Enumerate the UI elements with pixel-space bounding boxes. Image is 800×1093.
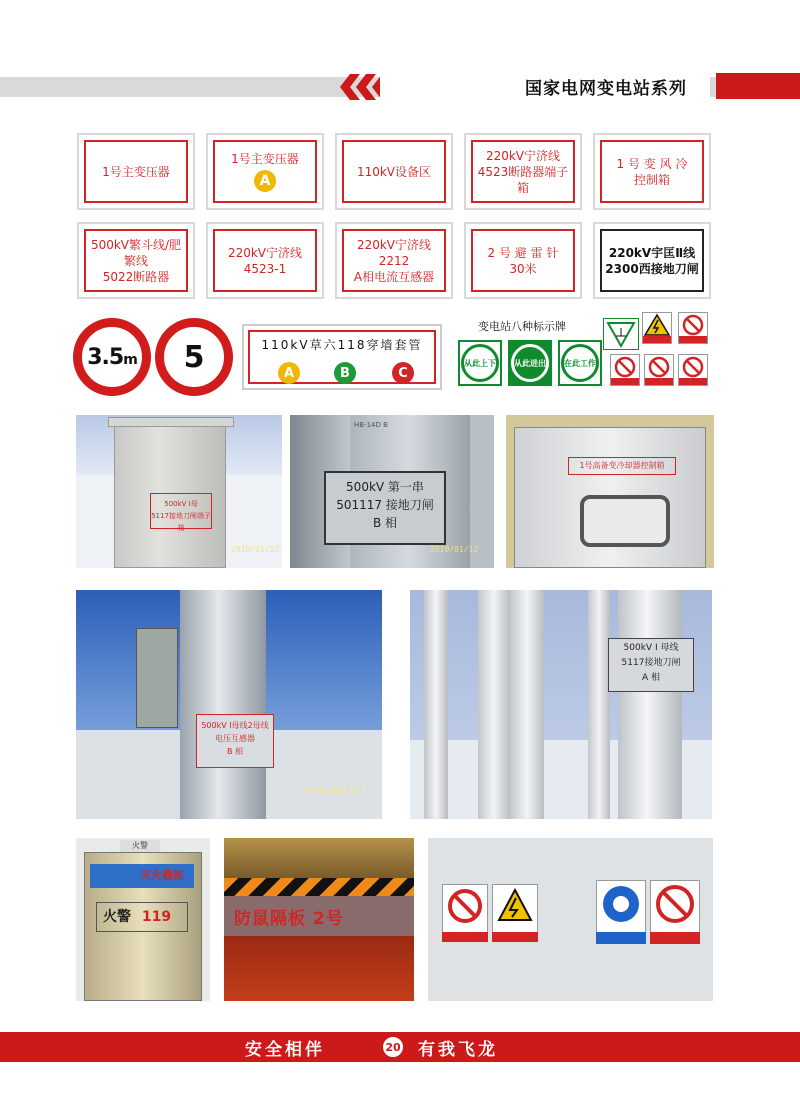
fire-number: 119: [141, 909, 172, 925]
photo-tag: HB-14D B: [354, 421, 388, 429]
bushing-plate: [242, 324, 442, 390]
photo-plate: 500kV Ⅰ母线2母线 电压互感器 B 相: [196, 714, 274, 768]
photo-plate: 500kV Ⅰ母 5117接地刀闸端子箱: [150, 493, 212, 529]
photo-date: 2010/01/12: [430, 545, 479, 554]
fire-label: 火警: [103, 909, 131, 925]
sign-card: [464, 222, 582, 299]
sign-text: 1号主变压器: [102, 164, 170, 179]
no-entry-icon: [679, 313, 707, 337]
photo-top-label: 火警: [120, 840, 160, 852]
sign-card: [335, 222, 453, 299]
page-title: 国家电网变电站系列: [525, 79, 687, 99]
photo-terminal-box: [76, 415, 282, 568]
height-limit-unit: m: [123, 351, 137, 368]
bushing-title: 110kV草六118穿墙套管: [261, 338, 423, 352]
high-voltage-icon: [643, 313, 671, 337]
sign-text: 1 号 变 风 冷 控制箱: [616, 156, 688, 187]
photo-plate: 500kV 第一串 501117 接地刀闸 B 相: [324, 471, 446, 545]
footer-slogan-right: 有我飞龙: [418, 1040, 498, 1060]
photo-voltage-transformer: [76, 590, 382, 819]
no-switching-icon: [645, 355, 673, 379]
sign-text: 220kV宇匡Ⅱ线 2300西接地刀闸: [605, 245, 699, 276]
high-voltage-icon: [495, 886, 535, 926]
photo-plate: 1号高备变冷却器控制箱: [568, 457, 676, 475]
photo-date: 2010/01/12: [302, 786, 363, 797]
ground-triangle-icon: [603, 318, 639, 350]
photo-fire-extinguisher-box: [76, 838, 210, 1001]
eight-signs-title: 变电站八种标示牌: [478, 320, 566, 333]
height-limit-sign: [73, 318, 151, 396]
sign-card: [206, 222, 324, 299]
photo-cooler-cabinet: [506, 415, 714, 568]
photo-wall-signs: [428, 838, 713, 1001]
sign-card: [77, 222, 195, 299]
photo-rat-barrier: [224, 838, 414, 1001]
sign-card: [206, 133, 324, 210]
sign-card: [77, 133, 195, 210]
green-sign-text: 在此工作: [561, 344, 599, 382]
sign-text: 220kV宁济线 4523断路器端子箱: [477, 148, 569, 195]
height-limit-value: 3.5: [87, 344, 124, 370]
green-sign: [508, 340, 552, 386]
sign-card: [593, 222, 711, 299]
header-accent: [716, 73, 800, 99]
green-sign-text: 从此进出: [511, 344, 549, 382]
mandatory-icon: [599, 882, 643, 926]
no-entry-icon: [445, 886, 485, 926]
photo-date: 2010/01/12: [231, 545, 280, 554]
sign-text: 110kV设备区: [356, 164, 432, 179]
phase-b-badge: B: [334, 362, 356, 384]
photo-switch-plate: [290, 415, 494, 568]
prohibition-sign: [610, 354, 640, 386]
prohibition-sign: [678, 354, 708, 386]
sign-text: 500kV繁斗线/肥繁线 5022断路器: [90, 237, 182, 284]
phase-a-badge: A: [278, 362, 300, 384]
warning-sign: [642, 312, 672, 344]
green-sign-text: 从此上下: [461, 344, 499, 382]
sign-card: [464, 133, 582, 210]
phase-a-badge: A: [254, 170, 276, 192]
speed-limit-value: 5: [183, 339, 205, 375]
sign-text: 220kV宁济线2212 A相电流互感器: [353, 237, 435, 284]
sign-text: 220kV宁济线 4523-1: [227, 245, 303, 276]
sign-card: [335, 133, 453, 210]
no-switching-icon: [653, 882, 697, 926]
speed-limit-sign: [155, 318, 233, 396]
green-sign: [558, 340, 602, 386]
phase-c-badge: C: [392, 362, 414, 384]
footer-slogan-left: 安全相伴: [245, 1040, 325, 1060]
photo-fire-plate: [96, 902, 188, 932]
prohibition-sign: [644, 354, 674, 386]
sign-text: 1号主变压器: [231, 152, 299, 166]
sign-text: 2 号 避 雷 针 30米: [487, 245, 559, 276]
photo-insulator-pillars: [410, 590, 712, 819]
prohibition-sign: [678, 312, 708, 344]
photo-plate: 防鼠隔板 2号: [234, 909, 344, 929]
no-switching-icon: [611, 355, 639, 379]
photo-plate: 500kV Ⅰ 母线 5117接地刀闸 A 相: [608, 638, 694, 692]
photo-band: 灭火器箱: [90, 864, 194, 888]
no-climbing-icon: [679, 355, 707, 379]
sign-card: [593, 133, 711, 210]
green-sign: [458, 340, 502, 386]
page-number: 20: [381, 1035, 405, 1059]
